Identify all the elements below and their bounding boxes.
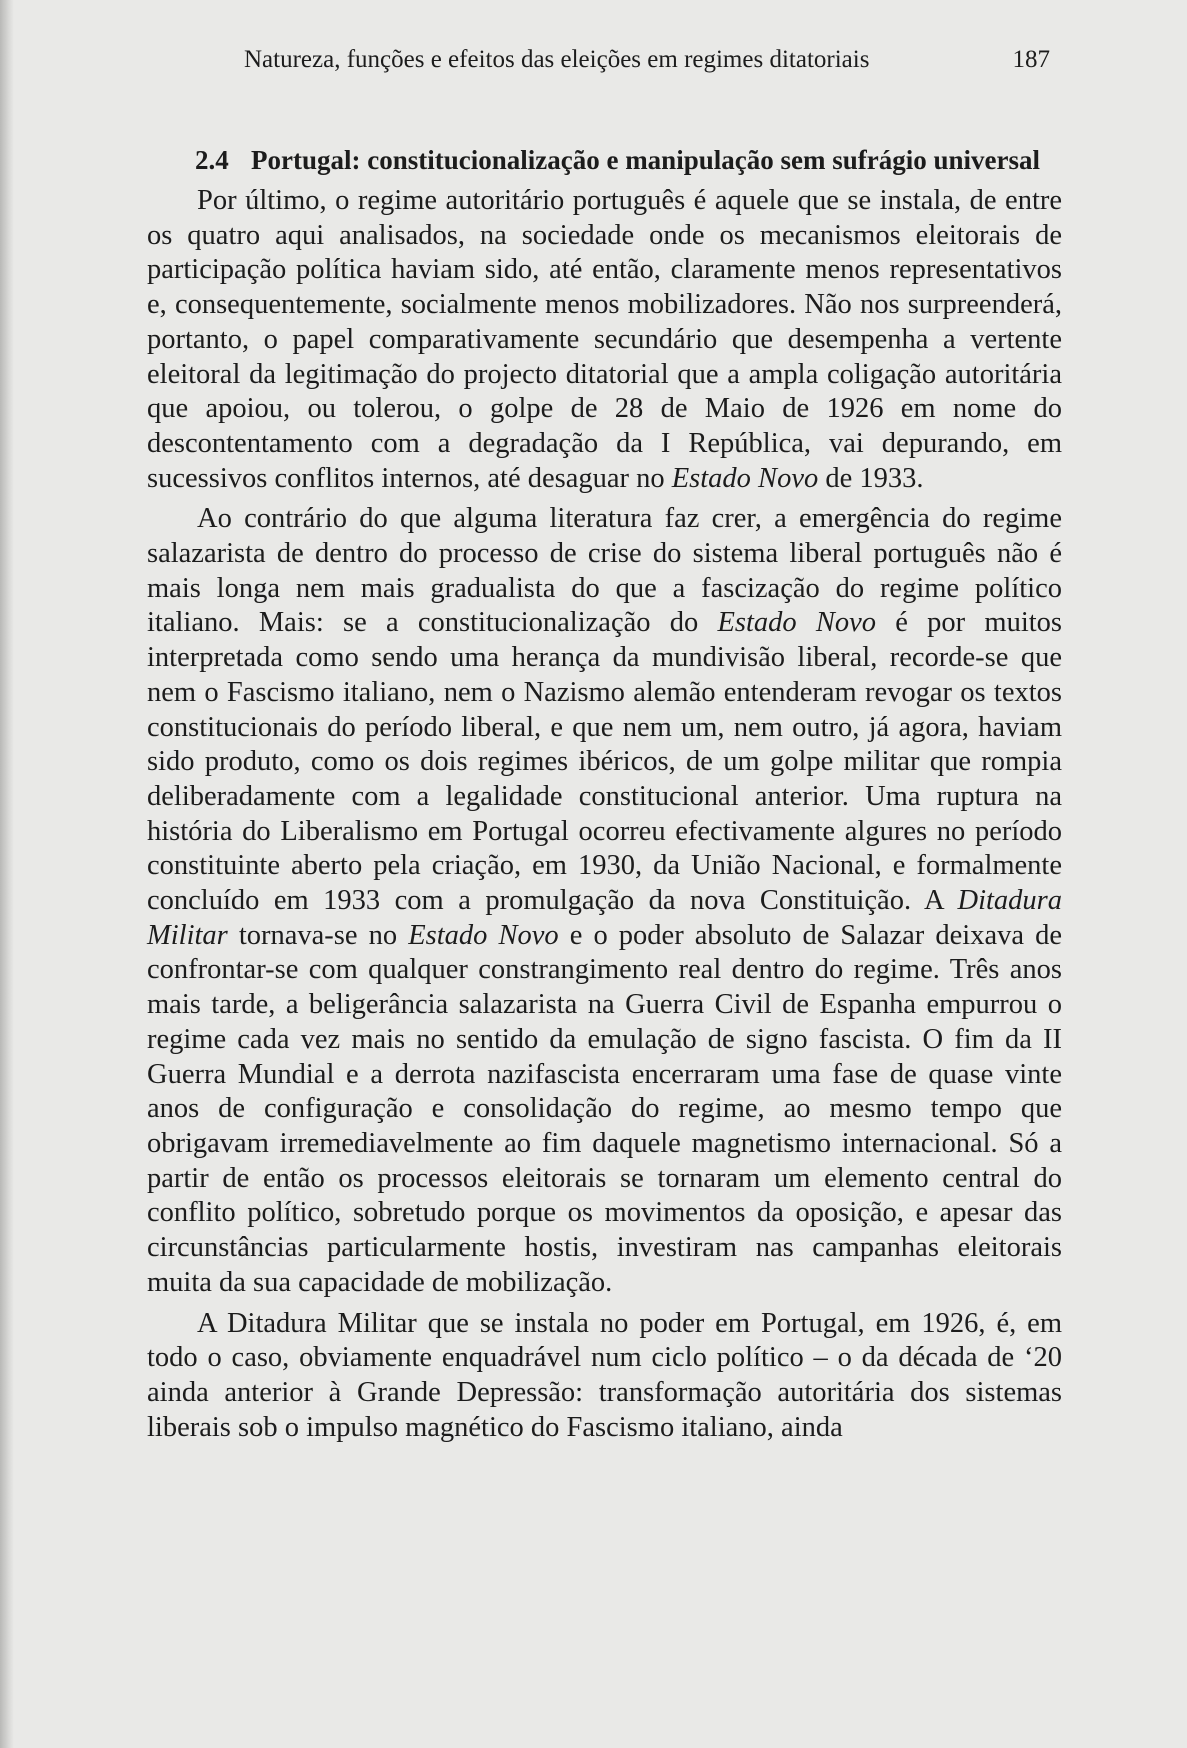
paragraph-text: Por último, o regime autoritário português é aquele que se instala, de entre os quatro aqui analisados, na sociedade onde os mecanismos eleitorais de participação política haviam sido, até então, claramente menos representativos e, consequentemente, socialmente menos mobilizadores. Não nos surpreenderá, portanto, o papel comparativamente secundário que desempenha a vertente eleitoral da legitimação do projecto ditatorial que a ampla coligação autoritária que apoiou, ou tolerou, o golpe de 28 de Maio de 1926 em nome do descontentamento com a degradação da I República, vai depurando, em sucessivos conflitos internos, até desaguar no	[147, 185, 1062, 494]
paragraph-text: A Ditadura Militar que se instala no poder em Portugal, em 1926, é, em todo o caso, obviamente enquadrável num ciclo político – o da década de ‘20 ainda anterior à Grande Depressão: transformação autoritária dos sistemas liberais sob o impulso magnético do Fascismo italiano, ainda	[147, 1307, 1062, 1443]
paragraph-1	[147, 184, 1062, 496]
paragraph-text: tornava-se no	[227, 919, 409, 951]
section-title: Portugal: constitucionalização e manipulação sem sufrágio universal	[251, 145, 1040, 175]
italic-term: Ditadura Militar	[147, 885, 1062, 951]
italic-term: Estado Novo	[671, 462, 819, 494]
page-content	[147, 142, 1062, 1451]
running-title: Natureza, funções e efeitos das eleições em regimes ditatoriais	[244, 46, 870, 73]
paragraph-3	[147, 1307, 1062, 1446]
paragraph-text: Ao contrário do que alguma literatura faz crer, a emergência do regime salazarista de dentro do processo de crise do sistema liberal português não é mais longa nem mais gradualista do que a fascização do regime político italiano. Mais: se a constitucionalização do	[147, 503, 1062, 639]
paragraph-2	[147, 502, 1062, 1300]
section-number: 2.4	[195, 145, 229, 175]
italic-term: Estado Novo	[717, 607, 877, 639]
paragraph-text: de 1933.	[818, 462, 924, 494]
paragraph-text: e o poder absoluto de Salazar deixava de confrontar-se com qualquer constrangimento real dentro do regime. Três anos mais tarde, a beligerância salazarista na Guerra Civil de Espanha empurrou o regime cada vez mais no sentido da emulação de signo fascista. O fim da II Guerra Mundial e a derrota nazifascista encerraram uma fase de quase vinte anos de configuração e consolidação do regime, ao mesmo tempo que obrigavam irremediavelmente ao fim daquele magnetismo internacional. Só a partir de então os processos eleitorais se tornaram um elemento central do conflito político, sobretudo porque os movimentos da oposição, e apesar das circunstâncias particularmente hostis, investiram nas campanhas eleitorais muita da sua capacidade de mobilização.	[147, 919, 1062, 1298]
running-head	[244, 40, 1050, 80]
italic-term: Estado Novo	[408, 919, 559, 951]
section-heading	[147, 142, 1062, 178]
paragraph-text: é por muitos interpretada como sendo uma herança da mundivisão liberal, recorde-se que nem o Fascismo italiano, nem o Nazismo alemão entenderam revogar os textos constitucionais do período liberal, e que nem um, nem outro, já agora, haviam sido produto, como os dois regimes ibéricos, de um golpe militar que rompia deliberadamente com a legalidade constitucional anterior. Uma ruptura na história do Liberalismo em Portugal ocorreu efectivamente algures no período constituinte aberto pela criação, em 1930, da União Nacional, e formalmente concluído em 1933 com a promulgação da nova Constituição. A	[147, 607, 1063, 917]
page-number: 187	[1012, 46, 1050, 73]
